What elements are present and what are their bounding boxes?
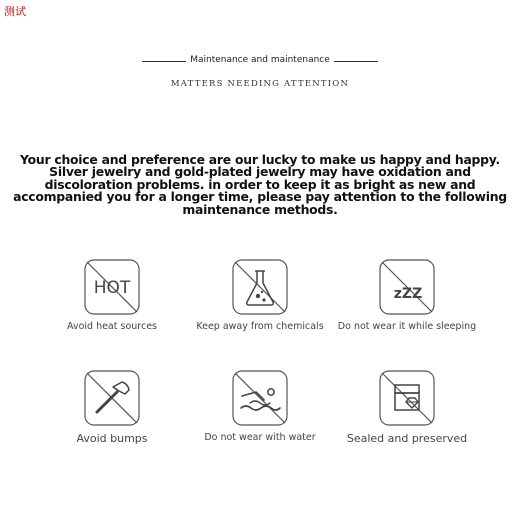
- care-item-chemicals: [185, 259, 335, 332]
- care-item-heat: [37, 259, 187, 332]
- caption-water: Do not wear with water: [204, 432, 316, 443]
- sleep-icon: [379, 259, 435, 315]
- care-item-water: [185, 370, 335, 443]
- caption-sealed: Sealed and preserved: [346, 432, 468, 445]
- hot-icon: [84, 259, 140, 315]
- caption-bumps: Avoid bumps: [76, 432, 148, 445]
- care-item-sealed: [332, 370, 482, 445]
- corner-label: 测试: [4, 5, 26, 18]
- page-title: Maintenance and maintenance: [190, 55, 330, 65]
- page-subtitle: MATTERS NEEDING ATTENTION: [170, 79, 350, 89]
- sleep-icon-text: zZZ: [393, 286, 423, 302]
- caption-chemicals: Keep away from chemicals: [196, 321, 324, 332]
- title-rule-right: [334, 61, 378, 62]
- care-item-sleeping: [332, 259, 482, 332]
- jewelry-box-icon: [379, 370, 435, 426]
- caption-heat: Avoid heat sources: [67, 321, 157, 332]
- title-rule-left: [142, 61, 186, 62]
- swimmer-icon: [232, 370, 288, 426]
- flask-icon: [232, 259, 288, 315]
- section-header: [0, 55, 520, 69]
- care-item-bumps: [37, 370, 187, 445]
- hammer-icon: [84, 370, 140, 426]
- hot-icon-text: HOT: [93, 278, 131, 298]
- caption-sleeping: Do not wear it while sleeping: [337, 321, 477, 332]
- intro-paragraph: Your choice and preference are our lucky to make us happy and happy. Silver jewelry and gold-plated jewelry may have oxidation and discoloration problems. in order to keep it as bright as new and accompanied you for a longer time, please pay attention to the following maintenance methods.: [13, 152, 507, 217]
